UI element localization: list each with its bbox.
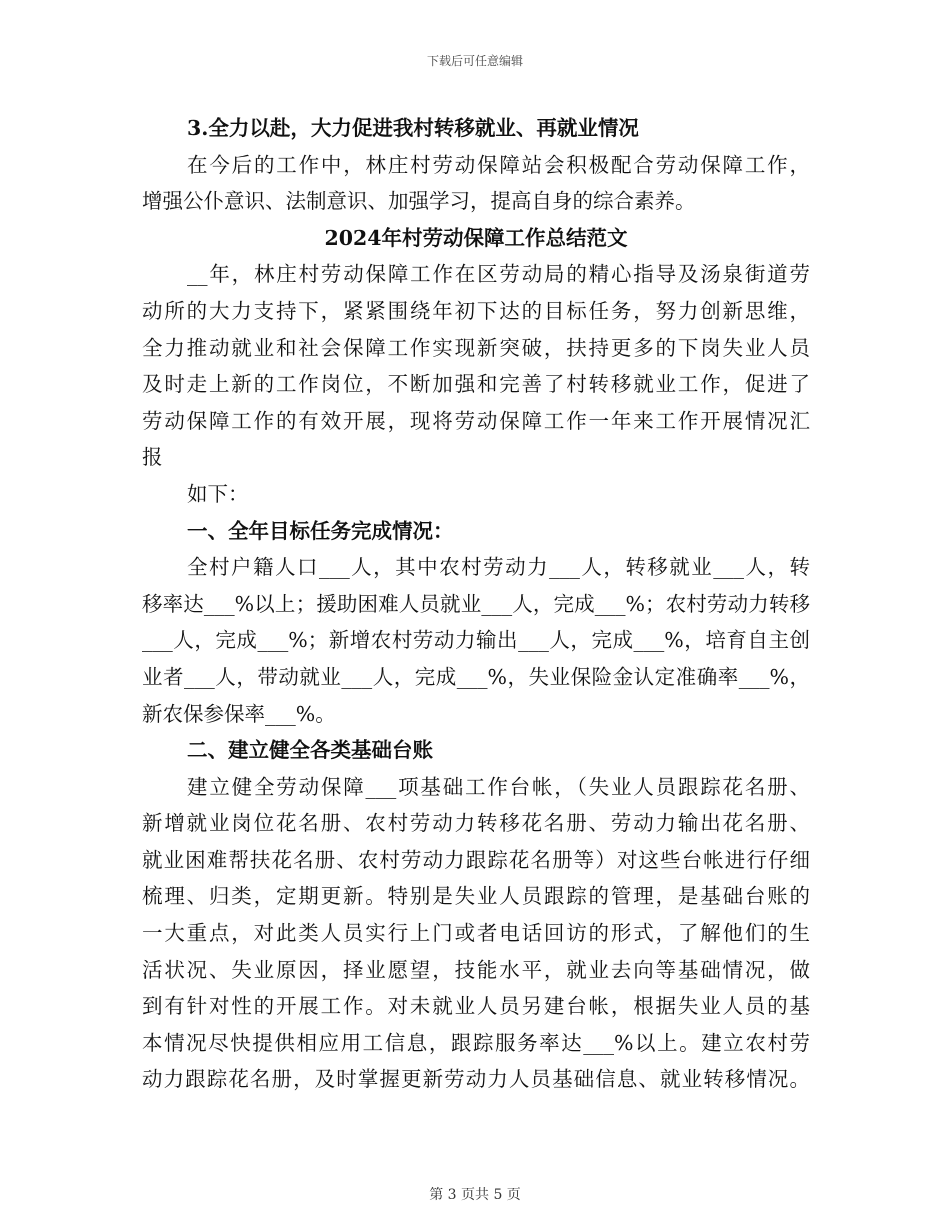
text-line: 动力跟踪花名册，及时掌握更新劳动力人员基础信息、就业转移情况。: [142, 1067, 810, 1092]
text-line: 及时走上新的工作岗位，不断加强和完善了村转移就业工作，促进了: [142, 372, 810, 397]
text-line: __年，林庄村劳动保障工作在区劳动局的精心指导及汤泉街道劳: [187, 262, 810, 287]
text-line: 建立健全劳动保障___项基础工作台帐，（失业人员跟踪花名册、: [187, 774, 810, 799]
document-body: [142, 110, 810, 1098]
text-line: 如下：: [187, 481, 249, 506]
text-line: 2024年村劳动保障工作总结范文: [324, 225, 628, 250]
text-line: 新增就业岗位花名册、农村劳动力转移花名册、劳动力输出花名册、: [142, 811, 810, 836]
text-line: 移率达___%以上；援助困难人员就业___人，完成___%；农村劳动力转移: [142, 591, 810, 616]
text-line: 就业困难帮扶花名册、农村劳动力跟踪花名册等）对这些台帐进行仔细: [142, 847, 810, 872]
text-line: 一大重点，对此类人员实行上门或者电话回访的形式，了解他们的生: [142, 921, 810, 946]
text-line: 3.全力以赴，大力促进我村转移就业、再就业情况: [187, 116, 639, 140]
text-line: 梳理、归类，定期更新。特别是失业人员跟踪的管理，是基础台账的: [142, 884, 810, 909]
text-line: 本情况尽快提供相应用工信息，跟踪服务率达___%以上。建立农村劳: [142, 1030, 810, 1055]
page-header: 下载后可任意编辑: [426, 54, 523, 68]
text-line: 业者___人，带动就业___人，完成___%，失业保险金认定准确率___%，: [142, 664, 810, 689]
text-line: ___人，完成___%；新增农村劳动力输出___人，完成___%，培育自主创: [142, 628, 810, 653]
text-line: 二、建立健全各类基础台账: [187, 738, 433, 763]
text-line: 动所的大力支持下，紧紧围绕年初下达的目标任务，努力创新思维，: [142, 298, 810, 323]
text-line: 劳动保障工作的有效开展，现将劳动保障工作一年来工作开展情况汇: [142, 408, 810, 433]
text-line: 一、全年目标任务完成情况：: [187, 518, 454, 543]
text-line: 新农保参保率___%。: [142, 701, 336, 726]
text-line: 全力推动就业和社会保障工作实现新突破，扶持更多的下岗失业人员: [142, 335, 810, 360]
text-line: 报: [142, 445, 163, 470]
text-line: 增强公仆意识、法制意识、加强学习，提高自身的综合素养。: [142, 189, 696, 214]
text-line: 在今后的工作中，林庄村劳动保障站会积极配合劳动保障工作，: [187, 152, 810, 177]
text-line: 全村户籍人口___人，其中农村劳动力___人，转移就业___人，转: [187, 555, 810, 580]
page-footer: 第 3 页共 5 页: [429, 1187, 521, 1203]
text-line: 活状况、失业原因，择业愿望，技能水平，就业去向等基础情况，做: [142, 957, 810, 982]
text-line: 到有针对性的开展工作。对未就业人员另建台帐，根据失业人员的基: [142, 994, 810, 1019]
